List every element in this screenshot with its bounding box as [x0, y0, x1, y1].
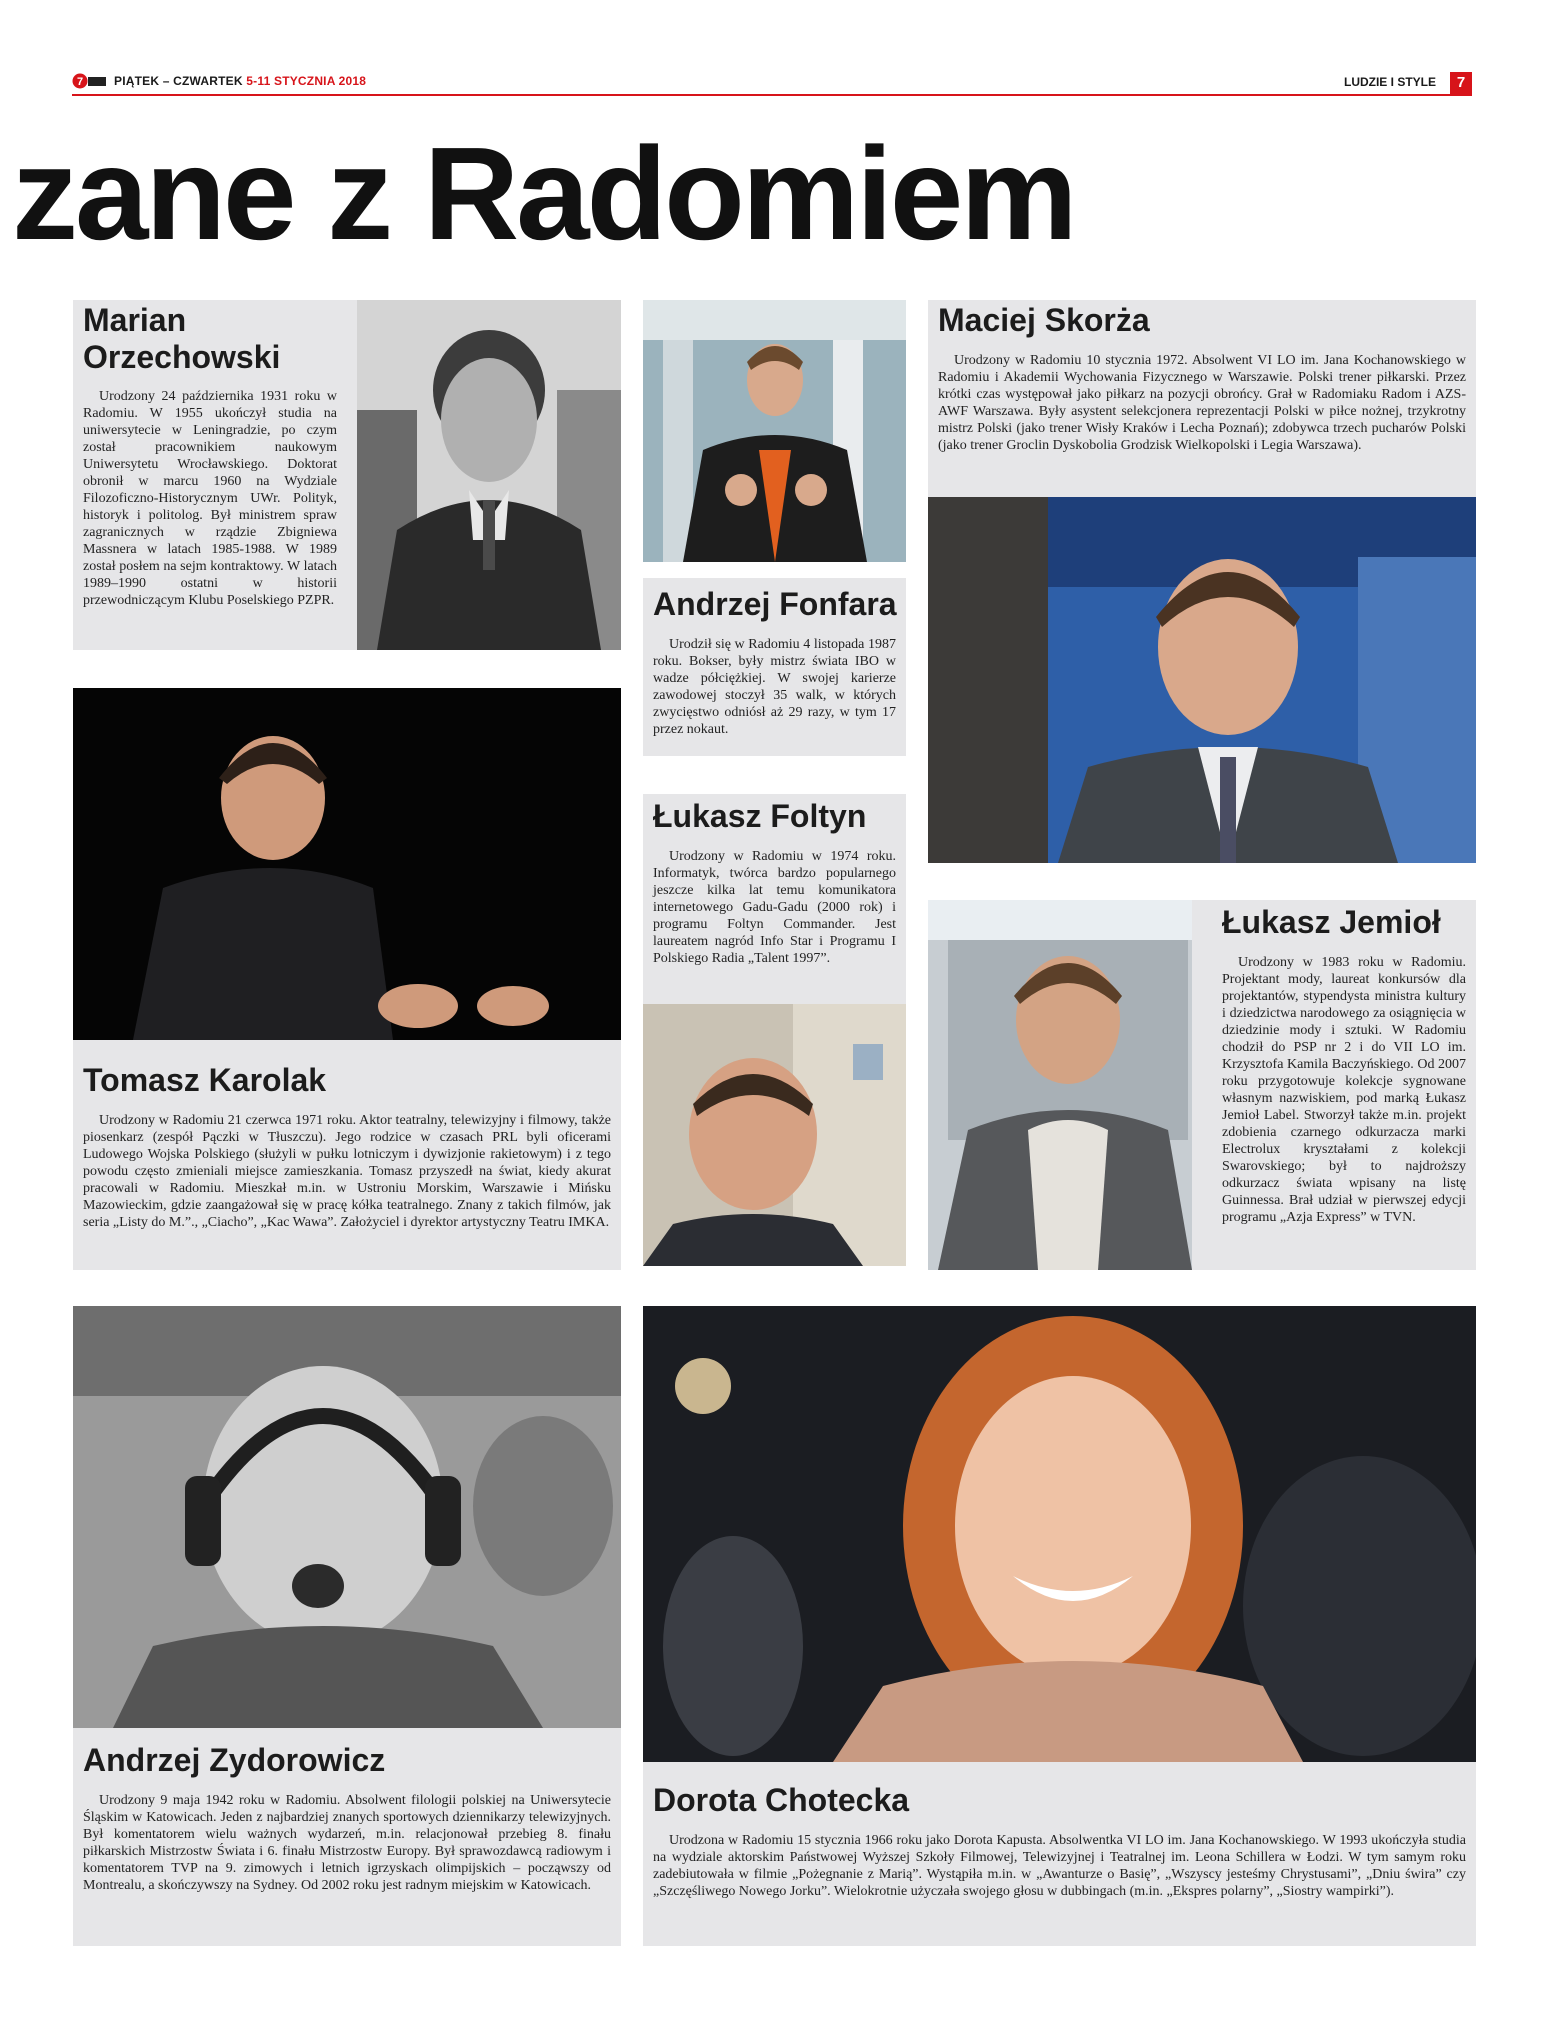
- article-skorza: [928, 300, 1476, 497]
- fonfara-photo: [643, 300, 906, 562]
- person-bio: Urodził się w Radomiu 4 listopada 1987 roku. Bokser, były mistrz świata IBO w wadze półciężkiej. W swojej karierze zawodowej stoczył 35 walk, w których zwycięstwo odniósł aż 29 razy, w tym 17 przez nokaut.: [653, 637, 896, 737]
- issue-date-prefix: PIĄTEK – CZWARTEK: [114, 74, 243, 88]
- article-orzechowski: [73, 300, 621, 650]
- skorza-photo: [928, 497, 1476, 863]
- person-name: Dorota Chotecka: [653, 1782, 910, 1818]
- zydorowicz-photo: [73, 1306, 621, 1728]
- article-foltyn: [643, 794, 906, 1004]
- jemiol-photo: [928, 900, 1192, 1270]
- article-zydorowicz: [73, 1728, 621, 1946]
- newspaper-logo: [72, 73, 108, 89]
- section-name: LUDZIE I STYLE: [1343, 75, 1436, 89]
- person-name-last: Orzechowski: [83, 338, 281, 375]
- page-header: [72, 72, 1472, 94]
- article-karolak: [73, 1040, 621, 1270]
- person-name: Tomasz Karolak: [83, 1062, 327, 1098]
- person-bio: Urodzony 9 maja 1942 roku w Radomiu. Absolwent filologii polskiej na Uniwersytecie Śląskim w Katowicach. Jeden z najbardziej znanych sportowych dziennikarzy telewizyjnych. Był komentatorem wielu ważnych wydarzeń, m.in. relacjonował przebieg 8. finału piłkarskich Mistrzostw Świata i 6. finału Mistrzostw Europy. Był sprawozdawcą radiowym i komentatorem TVP na 9. zimowych i letnich igrzyskach olimpijskich – począwszy od Montrealu, a skończywszy na Sydney. Od 2002 roku jest radnym miejskim w Katowicach.: [83, 1793, 611, 1893]
- issue-date: [114, 74, 366, 88]
- person-bio: Urodzony w Radomiu 10 stycznia 1972. Absolwent VI LO im. Jana Kochanowskiego w Radomiu i Akademii Wychowania Fizycznego w Warszawie. Polski trener piłkarski. Przez krótki czas występował jako piłkarz na pozycji obrońcy. Grał w Radomiaku Radom i AZS-AWF Warszawa. Były asystent selekcjonera reprezentacji Polski w piłce nożnej, trzykrotny mistrz Polski (jako trener Wisły Kraków i Lecha Poznań); zdobywca trzech pucharów Polski (jako trener Groclin Dyskobolia Grodzisk Wielkopolski i Legia Warszawa).: [938, 353, 1466, 453]
- person-bio: Urodzony w Radomiu w 1974 roku. Informatyk, twórca bardzo popularnego jeszcze kilka lat temu komunikatora internetowego Gadu-Gadu (2000 rok) i programu Foltyn Commander. Jest laureatem nagród Info Star i Programu I Polskiego Radia „Talent 1997”.: [653, 849, 896, 966]
- person-bio: Urodzony w Radomiu 21 czerwca 1971 roku. Aktor teatralny, telewizyjny i filmowy, także piosenkarz (zespół Pączki w Tłuszczu). Jego rodzice w czasach PRL byli oficerami Ludowego Wojska Polskiego (służyli w pułku lotniczym i dywizjonie rakietowym) i z tego powodu często zmieniali miejsce zamieszkania. Tomasz przyszedł na świat, kiedy akurat pracowali w Radomiu. Mieszkał m.in. w Ustroniu Morskim, Warszawie i Mińsku Mazowieckim, gdzie zaangażował się w pracę kółka teatralnego. Znany z takich filmów, jak seria „Listy do M.”., „Ciacho”, „Kac Wawa”. Założyciel i dyrektor artystyczny Teatru IMKA.: [83, 1113, 611, 1230]
- article-jemiol: [928, 900, 1476, 1270]
- header-rule: [72, 94, 1472, 96]
- chotecka-photo: [643, 1306, 1476, 1762]
- person-name: Łukasz Jemioł: [1222, 904, 1441, 940]
- page-headline: zane z Radomiem: [12, 120, 1075, 267]
- article-chotecka: [643, 1762, 1476, 1946]
- person-name: Łukasz Foltyn: [653, 798, 867, 834]
- karolak-photo: [73, 688, 621, 1040]
- person-bio: Urodzona w Radomiu 15 stycznia 1966 roku jako Dorota Kapusta. Absolwentka VI LO im. Jana Kochanowskiego. W 1993 ukończyła studia na wydziale aktorskim Państwowej Wyższej Szkoły Filmowej, Telewizyjnej i Teatralnej im. Leona Schillera w Łodzi. W tym samym roku zadebiutowała w filmie „Pożegnanie z Marią”. Wystąpiła m.in. w „Awanturze o Basię”, „Wszyscy jesteśmy Chrystusami”, „Dniu świra” czy „Szczęśliwego Nowego Jorku”. Wielokrotnie użyczała swojego głosu w dubbingach (m.in. „Ekspres polarny”, „Siostry wampirki”).: [653, 1833, 1466, 1899]
- person-bio: Urodzony 24 października 1931 roku w Radomiu. W 1955 ukończył studia na uniwersytecie w Leningradzie, po czym został pracownikiem naukowym Uniwersytetu Wrocławskiego. Doktorat obronił w marcu 1960 na Wydziale Filozoficzno-Historycznym UWr. Polityk, historyk i politolog. Był ministrem spraw zagranicznych w rządzie Zbigniewa Massnera w latach 1985-1988. W 1989 został posłem na sejm kontraktowy. W latach 1989–1990 ostatni w historii przewodniczącym Klubu Poselskiego PZPR.: [83, 389, 337, 608]
- person-name: Andrzej Zydorowicz: [83, 1742, 386, 1778]
- person-name: Andrzej Fonfara: [653, 586, 897, 622]
- portrait-photo: [357, 300, 621, 650]
- page-number: 7: [1450, 72, 1472, 94]
- foltyn-photo: [643, 1004, 906, 1266]
- person-bio: Urodzony w 1983 roku w Radomiu. Projektant mody, laureat konkursów dla projektantów, stypendysta ministra kultury i dziedzictwa narodowego za osiągnięcia w dziedzinie mody i sztuki. W Radomiu chodził do PSP nr 2 i do VII LO im. Krzysztofa Kamila Baczyńskiego. Od 2007 roku przygotowuje kolekcje sygnowane własnym nazwiskiem, pod marką Łukasz Jemioł Label. Stworzył także m.in. projekt zdobienia czarnego odkurzacza marki Electrolux kryształami z kolekcji Swarovskiego; był to najdroższy odkurzacz świata wpisany na listę Guinnessa. Brał udział w pierwszej edycji programu „Azja Express” w TVN.: [1222, 955, 1466, 1225]
- person-name-first: Marian: [83, 302, 187, 338]
- person-name: Maciej Skorża: [938, 302, 1150, 338]
- issue-date-range: 5-11 STYCZNIA 2018: [246, 74, 367, 88]
- svg-text:7: 7: [76, 76, 84, 88]
- person-name: [83, 302, 280, 376]
- article-fonfara: [643, 578, 906, 756]
